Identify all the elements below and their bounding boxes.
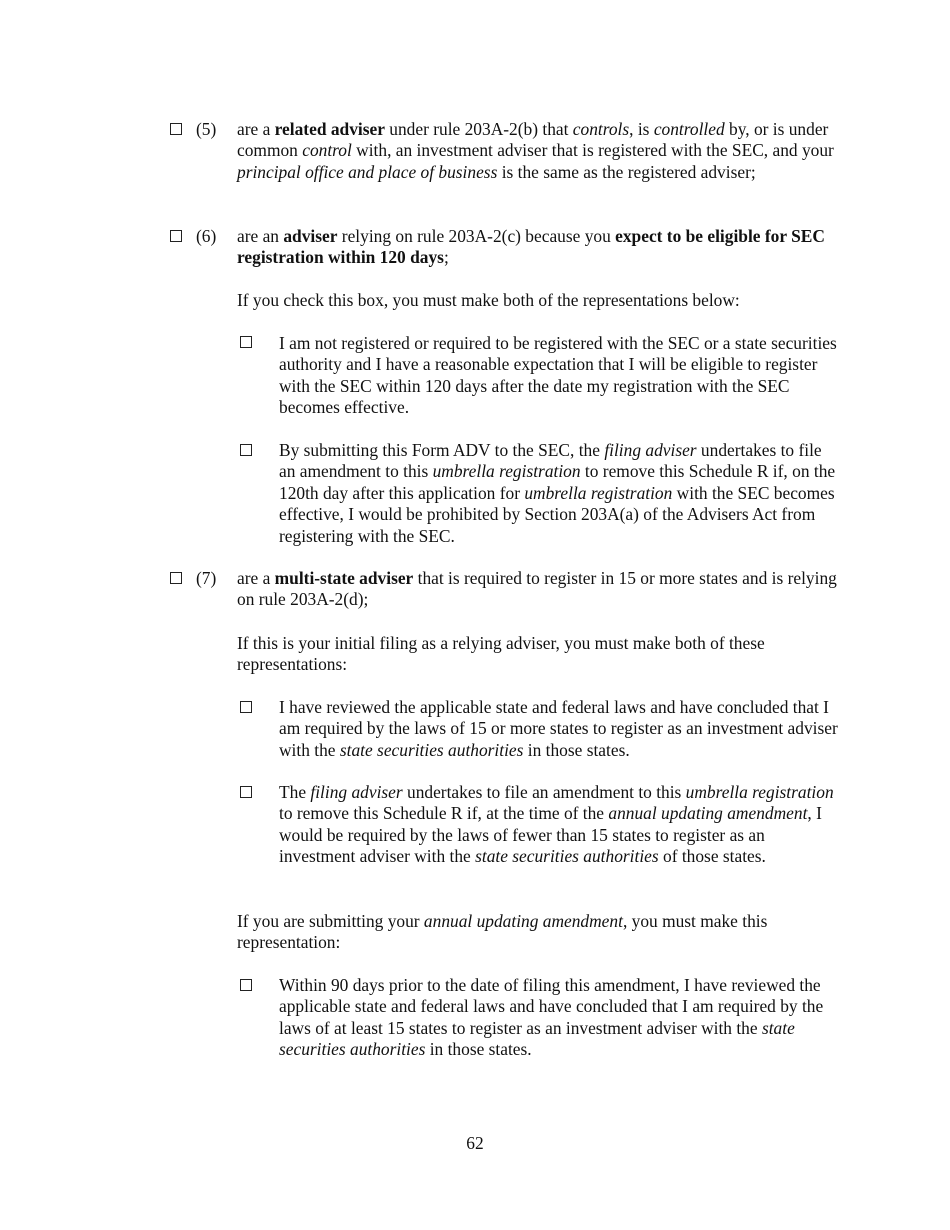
item-6-rep-2-text: By submitting this Form ADV to the SEC, the filing adviser undertakes to file an amendment to this umbrella registration to remove this Schedule R if, on the 120th day after this application for umbrella registration with the SEC becomes effective, I would be prohibited by Section 203A(a) of the Advisers Act from registering with the SEC. bbox=[279, 440, 836, 546]
item-6-rep-1-text: I am not registered or required to be registered with the SEC or a state securities authority and I have a reasonable expectation that I will be eligible to register with the SEC within 120 days after the date my registration with the SEC becomes effective. bbox=[279, 333, 837, 418]
item-7-checkbox[interactable] bbox=[170, 572, 182, 584]
item-6-text: are an adviser relying on rule 203A-2(c) because you expect to be eligible for SEC registration within 120 days; bbox=[237, 226, 825, 268]
item-5-number: (5) bbox=[196, 119, 217, 139]
item-6-rep-2-checkbox[interactable] bbox=[240, 444, 252, 456]
item-7-rep-2-checkbox[interactable] bbox=[240, 786, 252, 798]
item-5-text: are a related adviser under rule 203A-2(b) that controls, is controlled by, or is under common control with, an investment adviser that is registered with the SEC, and your principal office and place of business is the same as the registered adviser; bbox=[237, 119, 834, 182]
item-7-number: (7) bbox=[196, 568, 217, 588]
item-6-rep-1-checkbox[interactable] bbox=[240, 336, 252, 348]
item-7-text: are a multi-state adviser that is required to register in 15 or more states and is relying on rule 203A-2(d); bbox=[237, 568, 837, 610]
item-7-rep-1-text: I have reviewed the applicable state and federal laws and have concluded that I am required by the laws of 15 or more states to register as an investment adviser with the state securities authorities in those states. bbox=[279, 697, 838, 760]
item-7-instruction-annual: If you are submitting your annual updating amendment, you must make this representation: bbox=[237, 911, 768, 953]
item-7-rep-3-text: Within 90 days prior to the date of filing this amendment, I have reviewed the applicable state and federal laws and have concluded that I am required by the laws of at least 15 states to register as an investment adviser with the state securities authorities in those states. bbox=[279, 975, 824, 1060]
item-7-rep-1-checkbox[interactable] bbox=[240, 701, 252, 713]
item-7-instruction-initial: If this is your initial filing as a relying adviser, you must make both of these representations: bbox=[237, 633, 765, 675]
page-number: 62 bbox=[466, 1133, 484, 1153]
item-6-instruction: If you check this box, you must make both of the representations below: bbox=[237, 290, 740, 310]
item-7-rep-3-checkbox[interactable] bbox=[240, 979, 252, 991]
item-6-checkbox[interactable] bbox=[170, 230, 182, 242]
item-7-rep-2-text: The filing adviser undertakes to file an amendment to this umbrella registration to remove this Schedule R if, at the time of the annual updating amendment, I would be required by the laws of fewer than 15 states to register as an investment adviser with the state securities authorities of those states. bbox=[279, 782, 834, 867]
item-5-checkbox[interactable] bbox=[170, 123, 182, 135]
item-6-number: (6) bbox=[196, 226, 217, 246]
